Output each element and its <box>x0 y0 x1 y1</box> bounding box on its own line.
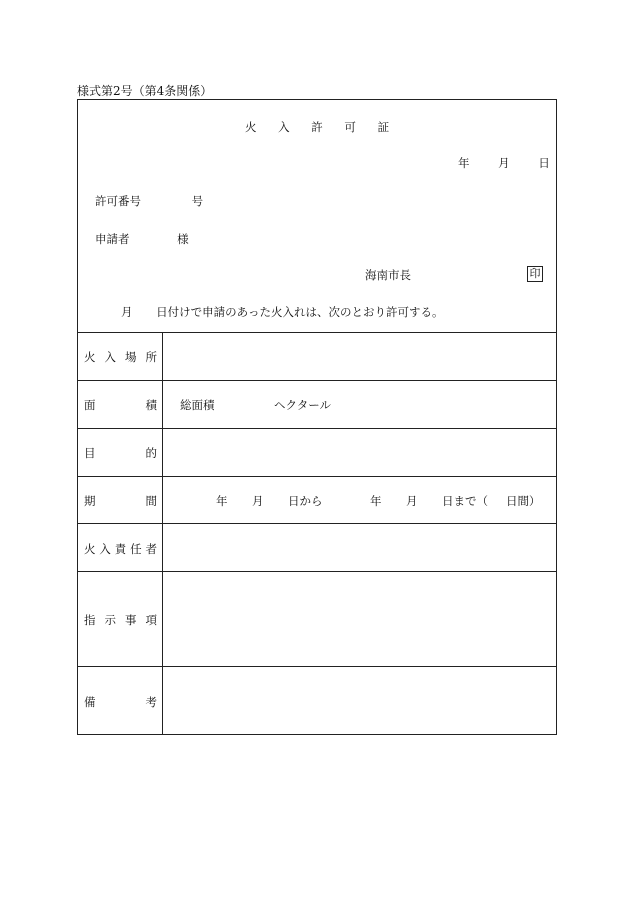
title-char: 火 <box>244 120 257 134</box>
label-char: 場 <box>125 350 137 364</box>
seal-mark: 印 <box>527 266 543 282</box>
permit-number-suffix: 号 <box>191 194 204 208</box>
label-char: 者 <box>145 542 157 556</box>
permit-form <box>77 99 557 735</box>
label-location <box>84 349 157 365</box>
label-char: 任 <box>130 542 142 556</box>
label-char: 間 <box>145 494 157 508</box>
statement-text: 日付けで申請のあった火入れは、次のとおり許可する。 <box>156 305 444 319</box>
label-char: 的 <box>145 446 157 460</box>
period-days: 日間） <box>506 494 541 508</box>
label-char: 示 <box>104 613 116 627</box>
label-char: 指 <box>84 613 96 627</box>
applicant-honorific: 様 <box>177 232 189 246</box>
label-remarks <box>84 694 157 710</box>
label-responsible <box>84 541 157 557</box>
label-char: 期 <box>84 494 96 508</box>
divider <box>78 428 556 429</box>
title-char: 許 <box>311 120 323 134</box>
area-unit: ヘクタール <box>274 398 332 412</box>
period-start-year: 年 <box>216 494 228 508</box>
label-char: 所 <box>145 350 157 364</box>
column-divider <box>162 332 163 734</box>
applicant-label: 申請者 <box>95 232 130 246</box>
permit-statement <box>121 305 444 319</box>
label-char: 面 <box>84 398 96 412</box>
period-end-year: 年 <box>370 494 382 508</box>
label-instructions <box>84 612 157 628</box>
period-start-month: 月 <box>252 494 264 508</box>
label-char: 火 <box>84 350 96 364</box>
issuer-name: 海南市長 <box>365 268 411 282</box>
period-end-day: 日まで（ <box>442 494 488 508</box>
label-area <box>84 397 157 413</box>
date-year: 年 <box>458 156 470 170</box>
area-total-label: 総面積 <box>180 398 215 412</box>
date-day: 日 <box>538 156 550 170</box>
divider <box>78 571 556 572</box>
period-end-month: 月 <box>406 494 418 508</box>
label-char: 入 <box>104 350 116 364</box>
label-purpose <box>84 445 157 461</box>
title-char: 入 <box>278 120 290 134</box>
label-char: 入 <box>99 542 111 556</box>
label-char: 積 <box>145 398 157 412</box>
divider <box>78 380 556 381</box>
applicant <box>95 232 189 246</box>
label-char: 責 <box>114 542 127 556</box>
divider <box>78 476 556 477</box>
label-char: 事 <box>125 613 137 627</box>
issue-date <box>458 156 550 170</box>
form-title <box>78 120 556 134</box>
period-start-day: 日から <box>288 494 323 508</box>
permit-number-label: 許可番号 <box>95 194 141 208</box>
permit-number <box>95 194 203 208</box>
divider <box>78 523 556 524</box>
label-char: 火 <box>84 542 96 556</box>
label-char: 目 <box>84 446 96 460</box>
label-char: 考 <box>145 695 157 709</box>
statement-month: 月 <box>121 305 133 319</box>
label-period <box>84 493 157 509</box>
divider <box>78 666 556 667</box>
form-number: 様式第2号（第4条関係） <box>77 84 213 98</box>
label-char: 項 <box>145 613 157 627</box>
label-char: 備 <box>84 695 96 709</box>
date-month: 月 <box>498 156 510 170</box>
title-char: 証 <box>377 120 390 134</box>
divider <box>78 332 556 333</box>
title-char: 可 <box>344 120 356 134</box>
